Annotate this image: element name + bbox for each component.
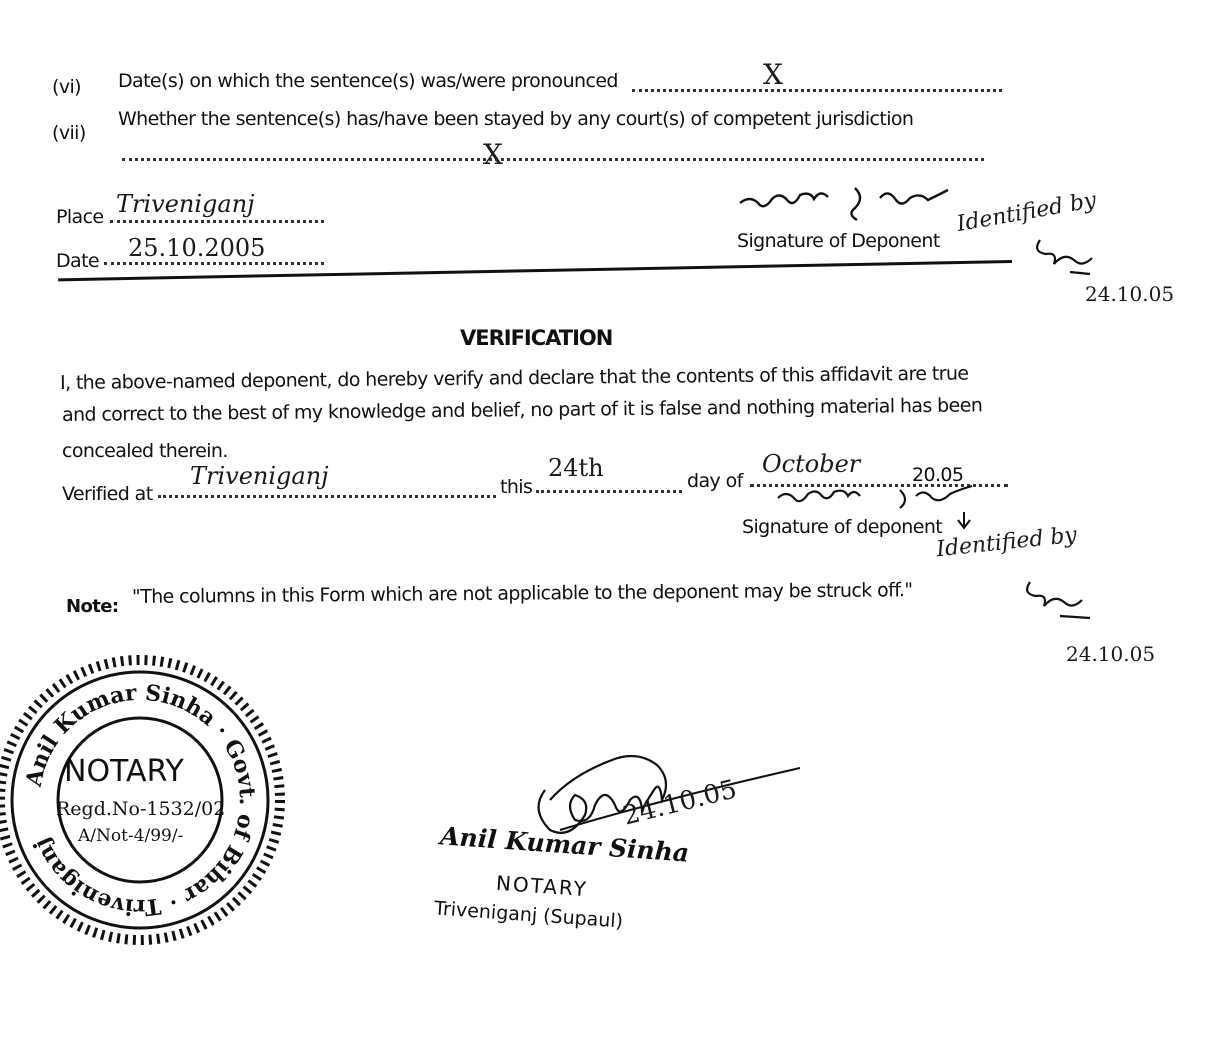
item-vi-text: Date(s) on which the sentence(s) was/were pronounced	[118, 70, 618, 92]
identified-by-1-date: 24.10.05	[1085, 282, 1175, 306]
seal-regd-number: Regd.No-1532/02	[56, 798, 226, 820]
item-vi-cross: X	[763, 58, 783, 91]
identified-by-2-date: 24.10.05	[1066, 642, 1156, 666]
identified-by-1: Identified by	[954, 187, 1099, 238]
verification-signature-label: Signature of deponent	[742, 516, 943, 538]
day-of-label: day of	[687, 470, 743, 492]
notary-stamp-place: Triveniganj (Supaul)	[433, 897, 624, 933]
verified-at-value: Triveniganj	[190, 462, 329, 490]
seal-center-title: NOTARY	[64, 754, 184, 789]
identified-by-2: Identified by	[935, 522, 1079, 563]
date-label: Date	[56, 250, 100, 272]
seal-reference: A/Not-4/99/-	[78, 826, 184, 846]
verification-heading: VERIFICATION	[460, 326, 613, 350]
year-value: 20.05	[912, 464, 964, 486]
verification-line-2: and correct to the best of my knowledge and belief, no part of it is false and nothing material has been	[61, 394, 983, 426]
verification-line-1: I, the above-named deponent, do hereby verify and declare that the contents of this affidavit are true	[59, 362, 969, 394]
item-vii-marker: (vii)	[52, 122, 86, 144]
this-label: this	[500, 476, 533, 498]
note-label: Note:	[66, 596, 119, 617]
month-value: October	[762, 450, 861, 478]
verification-line-3: concealed therein.	[62, 440, 228, 462]
verified-at-label: Verified at	[62, 483, 153, 505]
notary-stamp-name: Anil Kumar Sinha	[439, 821, 690, 868]
notary-stamp-title: NOTARY	[495, 870, 589, 902]
notary-signature-date: 24.10.05	[620, 774, 740, 832]
place-label: Place	[56, 206, 104, 228]
item-vii-cross: X	[483, 138, 503, 171]
seal-ring-text: Anil Kumar Sinha · Govt. of Bihar · Triveniganj	[20, 679, 261, 921]
day-value: 24th	[548, 454, 604, 482]
item-vii-text: Whether the sentence(s) has/have been stayed by any court(s) of competent jurisdiction	[118, 108, 914, 130]
deponent-signature-label: Signature of Deponent	[737, 230, 940, 252]
note-text: "The columns in this Form which are not applicable to the deponent may be struck off."	[131, 579, 913, 608]
item-vi-marker: (vi)	[52, 76, 81, 98]
place-value: Triveniganj	[116, 190, 255, 218]
date-value: 25.10.2005	[128, 234, 266, 262]
